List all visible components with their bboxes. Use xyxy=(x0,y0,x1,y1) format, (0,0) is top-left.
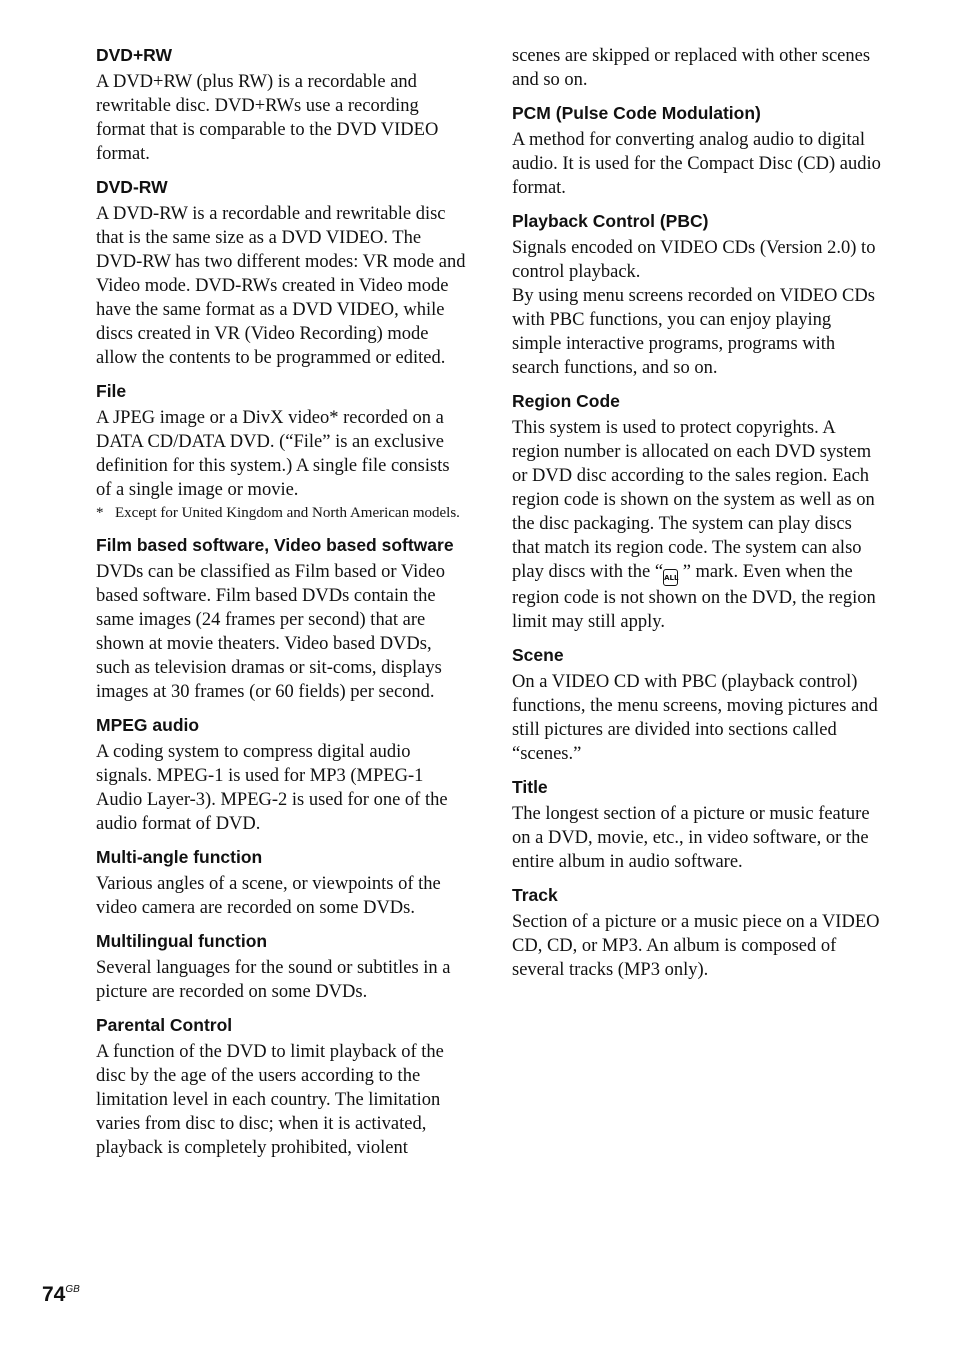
term-definition: A JPEG image or a DivX video* recorded on a DATA CD/DATA DVD. (“File” is an exclusive definition for this system.) A single file consists of a single image or movie. xyxy=(96,408,450,500)
entry-dvd-rw xyxy=(96,176,466,370)
entry-scene xyxy=(512,644,884,766)
region-text-before: This system is used to protect copyrights. A region number is allocated on each DVD system or DVD disc according to the sales region. Each region code is shown on the system as well as on the disc packaging. The system can play discs that match its region code. The system can also play discs with the “ xyxy=(512,418,875,582)
entry-pbc xyxy=(512,210,884,380)
term-definition: Several languages for the sound or subtitles in a picture are recorded on some DVDs. xyxy=(96,958,451,1002)
region-text-after: ” mark. Even when the region code is not shown on the DVD, the region limit may still apply. xyxy=(512,562,876,632)
entry-continued xyxy=(512,44,884,92)
entry-dvd-plus-rw xyxy=(96,44,466,166)
term-heading: Region Code xyxy=(512,391,620,411)
term-heading: Film based software, Video based software xyxy=(96,535,454,555)
footnote xyxy=(96,502,466,524)
entry-region-code xyxy=(512,390,884,634)
term-heading: Track xyxy=(512,885,558,905)
term-heading: Multilingual function xyxy=(96,931,268,951)
term-definition: By using menu screens recorded on VIDEO CDs with PBC functions, you can enjoy playing simple interactive programs, programs with search functions, and so on. xyxy=(512,286,875,378)
footnote-text: Except for United Kingdom and North American models. xyxy=(115,505,460,521)
term-heading: Multi-angle function xyxy=(96,847,263,867)
entry-pcm xyxy=(512,102,884,200)
term-heading: Parental Control xyxy=(96,1015,233,1035)
page-number-suffix: GB xyxy=(65,1284,80,1295)
footnote-mark: * xyxy=(96,505,104,521)
entry-parental-control xyxy=(96,1014,466,1160)
term-heading: File xyxy=(96,381,127,401)
entry-multi-angle xyxy=(96,846,466,920)
entry-mpeg-audio xyxy=(96,714,466,836)
term-definition xyxy=(512,416,884,634)
term-heading: Scene xyxy=(512,645,564,665)
term-heading: MPEG audio xyxy=(96,715,200,735)
term-definition: A DVD+RW (plus RW) is a recordable and rewritable disc. DVD+RWs use a recording format that is comparable to the DVD VIDEO format. xyxy=(96,72,439,164)
entry-title xyxy=(512,776,884,874)
page-number xyxy=(42,1283,80,1307)
term-heading: DVD+RW xyxy=(96,45,173,65)
term-definition: A coding system to compress digital audio signals. MPEG-1 is used for MP3 (MPEG-1 Audio Layer-3). MPEG-2 is used for one of the audio format of DVD. xyxy=(96,742,448,834)
term-definition: Section of a picture or a music piece on a VIDEO CD, CD, or MP3. An album is composed of several tracks (MP3 only). xyxy=(512,912,880,980)
term-definition: Various angles of a scene, or viewpoints of the video camera are recorded on some DVDs. xyxy=(96,874,441,918)
term-definition: On a VIDEO CD with PBC (playback control) functions, the menu screens, moving pictures and still pictures are divided into sections called “scenes.” xyxy=(512,672,878,764)
entry-film-video-software xyxy=(96,534,466,704)
entry-multilingual xyxy=(96,930,466,1004)
right-column xyxy=(512,44,884,992)
term-definition: A function of the DVD to limit playback of the disc by the age of the users according to the limitation level in each country. The limitation varies from disc to disc; when it is activated, playback is completely prohibited, violent xyxy=(96,1042,444,1158)
region-all-icon: ALL xyxy=(663,569,678,586)
term-heading: Playback Control (PBC) xyxy=(512,211,709,231)
left-column xyxy=(96,44,466,1170)
continued-definition: scenes are skipped or replaced with other scenes and so on. xyxy=(512,46,871,90)
term-definition: Signals encoded on VIDEO CDs (Version 2.0) to control playback. xyxy=(512,238,876,282)
term-heading: DVD-RW xyxy=(96,177,168,197)
term-definition: A DVD-RW is a recordable and rewritable disc that is the same size as a DVD VIDEO. The DVD-RW has two different modes: VR mode and Video mode. DVD-RWs created in Video mode have the same format as a DVD VIDEO, while discs created in VR (Video Recording) mode allow the contents to be programmed or edited. xyxy=(96,204,466,368)
term-heading: Title xyxy=(512,777,548,797)
entry-file xyxy=(96,380,466,524)
term-heading: PCM (Pulse Code Modulation) xyxy=(512,103,761,123)
entry-track xyxy=(512,884,884,982)
page-number-value: 74 xyxy=(42,1283,66,1306)
term-definition: DVDs can be classified as Film based or Video based software. Film based DVDs contain the same images (24 frames per second) that are shown at movie theaters. Video based DVDs, such as television dramas or sit-coms, displays images at 30 frames (or 60 fields) per second. xyxy=(96,562,445,702)
term-definition: The longest section of a picture or music feature on a DVD, movie, etc., in video software, or the entire album in audio software. xyxy=(512,804,870,872)
term-definition: A method for converting analog audio to digital audio. It is used for the Compact Disc (CD) audio format. xyxy=(512,130,881,198)
